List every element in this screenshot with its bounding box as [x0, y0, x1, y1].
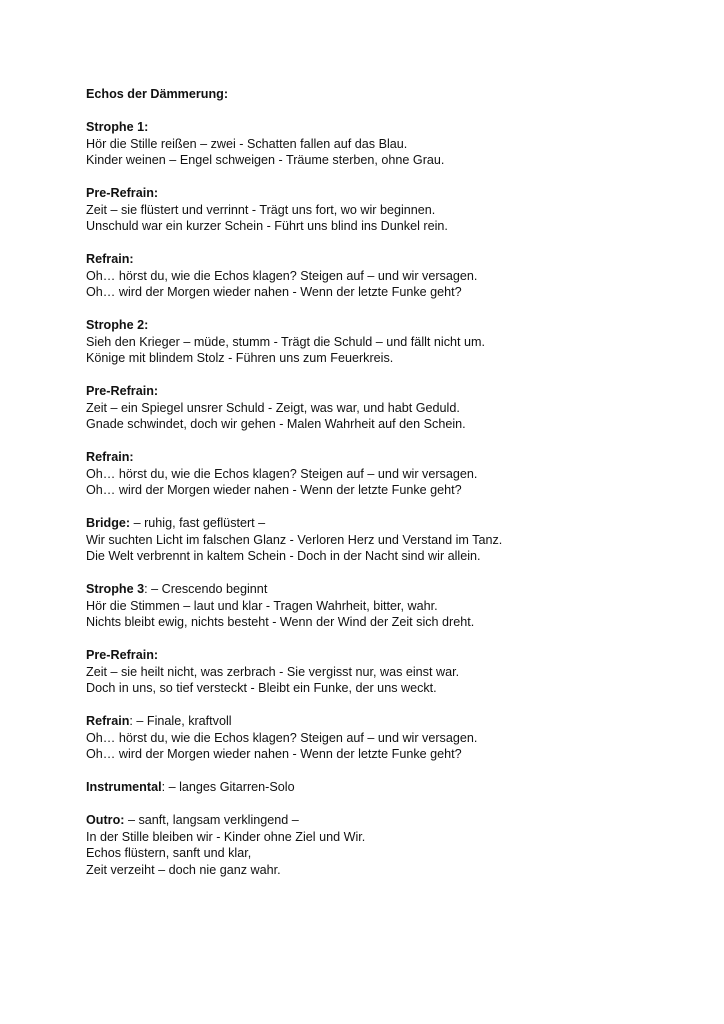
- lyric-line: Oh… hörst du, wie die Echos klagen? Steigen auf – und wir versagen.: [86, 268, 478, 283]
- sections-container: [86, 119, 686, 878]
- section-heading: Refrain:: [86, 252, 134, 266]
- section-heading: Instrumental: [86, 780, 162, 794]
- section-heading: Strophe 3: [86, 582, 145, 596]
- section-note: : – Crescendo beginnt: [144, 582, 268, 596]
- section-heading: Refrain:: [86, 450, 134, 464]
- lyrics-section: [86, 779, 686, 796]
- lyrics-section: [86, 317, 686, 367]
- lyrics-section: [86, 449, 686, 499]
- lyric-line: Unschuld war ein kurzer Schein - Führt uns blind ins Dunkel rein.: [86, 219, 448, 233]
- section-heading-line: [86, 317, 686, 334]
- section-note: : – Finale, kraftvoll: [129, 714, 232, 728]
- lyric-line: Könige mit blindem Stolz - Führen uns zum Feuerkreis.: [86, 351, 394, 365]
- lyric-line: Nichts bleibt ewig, nichts besteht - Wenn der Wind der Zeit sich dreht.: [86, 615, 475, 629]
- lyrics-section: [86, 515, 686, 565]
- lyric-line: Sieh den Krieger – müde, stumm - Trägt die Schuld – und fällt nicht um.: [86, 334, 486, 349]
- section-heading-line: [86, 515, 686, 532]
- section-note: – sanft, langsam verklingend –: [124, 813, 299, 827]
- lyrics-section: [86, 383, 686, 433]
- lyric-line: Wir suchten Licht im falschen Glanz - Verloren Herz und Verstand im Tanz.: [86, 532, 503, 547]
- lyric-line: Oh… hörst du, wie die Echos klagen? Steigen auf – und wir versagen.: [86, 730, 478, 745]
- lyric-line: Hör die Stimmen – laut und klar - Tragen Wahrheit, bitter, wahr.: [86, 598, 438, 613]
- lyrics-section: [86, 185, 686, 235]
- section-heading-line: [86, 812, 686, 829]
- section-heading: Pre-Refrain:: [86, 186, 159, 200]
- section-heading-line: [86, 713, 686, 730]
- lyric-line: Zeit verzeiht – doch nie ganz wahr.: [86, 862, 281, 877]
- section-heading: Outro:: [86, 813, 125, 827]
- document-title: Echos der Dämmerung:: [86, 87, 229, 101]
- lyrics-section: [86, 812, 686, 878]
- lyric-line: Oh… wird der Morgen wieder nahen - Wenn der letzte Funke geht?: [86, 285, 462, 299]
- lyric-line: In der Stille bleiben wir - Kinder ohne Ziel und Wir.: [86, 829, 366, 844]
- lyric-line: Oh… hörst du, wie die Echos klagen? Steigen auf – und wir versagen.: [86, 466, 478, 481]
- section-heading: Pre-Refrain:: [86, 384, 159, 398]
- section-heading: Refrain: [86, 714, 130, 728]
- lyric-line: Kinder weinen – Engel schweigen - Träume sterben, ohne Grau.: [86, 153, 445, 167]
- lyrics-section: [86, 581, 686, 631]
- lyric-line: Oh… wird der Morgen wieder nahen - Wenn der letzte Funke geht?: [86, 747, 462, 761]
- section-heading-line: [86, 383, 686, 400]
- section-heading-line: [86, 251, 686, 268]
- lyric-line: Doch in uns, so tief versteckt - Bleibt ein Funke, der uns weckt.: [86, 681, 437, 695]
- section-heading: Bridge:: [86, 516, 131, 530]
- section-heading-line: [86, 779, 686, 796]
- lyric-line: Hör die Stille reißen – zwei - Schatten fallen auf das Blau.: [86, 136, 408, 151]
- lyric-line: Oh… wird der Morgen wieder nahen - Wenn der letzte Funke geht?: [86, 483, 462, 497]
- lyric-line: Gnade schwindet, doch wir gehen - Malen Wahrheit auf den Schein.: [86, 417, 466, 431]
- lyric-line: Zeit – sie flüstert und verrinnt - Trägt uns fort, wo wir beginnen.: [86, 202, 436, 217]
- lyric-line: Echos flüstern, sanft und klar,: [86, 846, 252, 860]
- section-note: : – langes Gitarren-Solo: [161, 780, 295, 794]
- section-heading: Strophe 1:: [86, 120, 149, 134]
- lyrics-section: [86, 647, 686, 697]
- lyrics-section: [86, 713, 686, 763]
- lyrics-section: [86, 251, 686, 301]
- section-heading: Pre-Refrain:: [86, 648, 159, 662]
- section-note: – ruhig, fast geflüstert –: [130, 516, 266, 530]
- section-heading-line: [86, 647, 686, 664]
- section-heading-line: [86, 119, 686, 136]
- lyric-line: Zeit – sie heilt nicht, was zerbrach - Sie vergisst nur, was einst war.: [86, 664, 460, 679]
- section-heading: Strophe 2:: [86, 318, 149, 332]
- section-heading-line: [86, 185, 686, 202]
- lyric-line: Zeit – ein Spiegel unsrer Schuld - Zeigt, was war, und habt Geduld.: [86, 400, 460, 415]
- lyrics-section: [86, 119, 686, 169]
- lyrics-body: [86, 86, 686, 895]
- section-heading-line: [86, 581, 686, 598]
- section-heading-line: [86, 449, 686, 466]
- lyric-line: Die Welt verbrennt in kaltem Schein - Doch in der Nacht sind wir allein.: [86, 549, 481, 563]
